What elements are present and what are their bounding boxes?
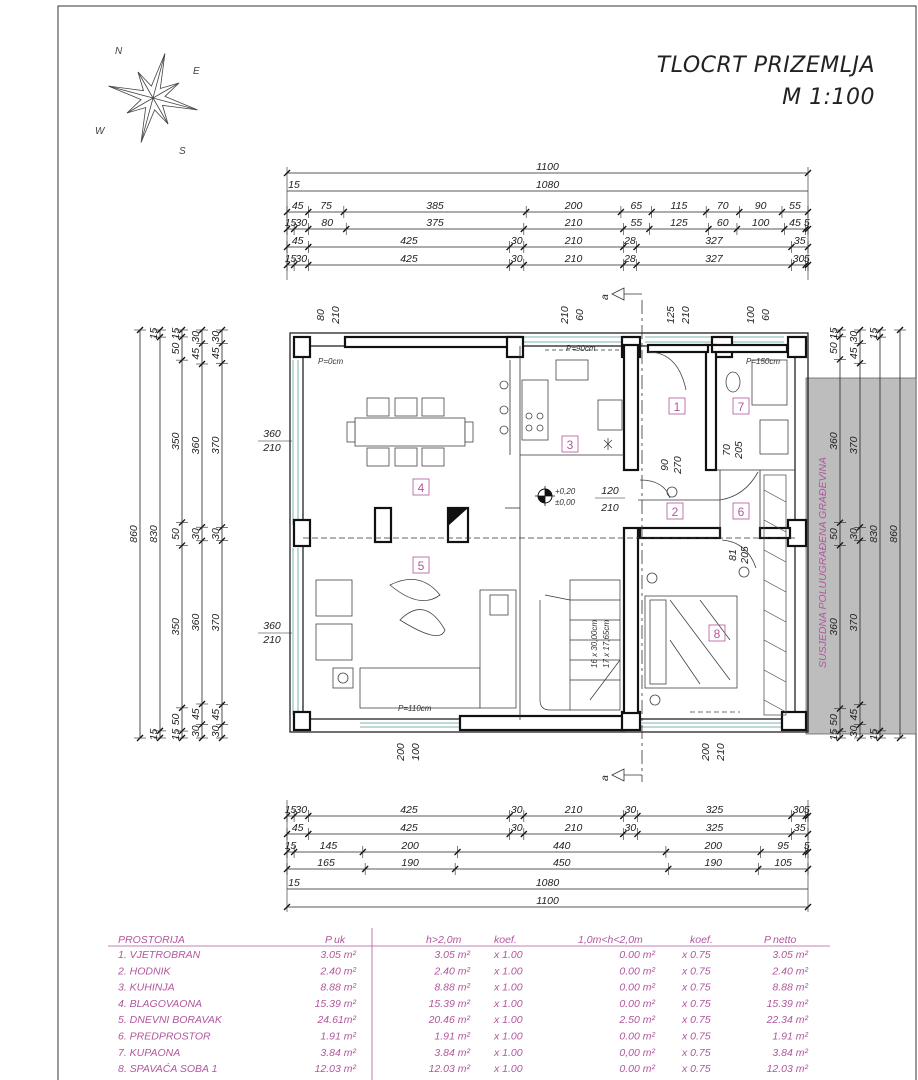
dim-top-row3: 115 [670,200,688,212]
elevation-marker-icon [535,486,555,506]
table-cell-pn: 12.03 m² [766,1063,808,1076]
dim-left-total: 860 [128,525,140,543]
table-head-pn-sub: netto [773,934,797,946]
table-cell-k1: x 1.00 [494,1046,523,1059]
table-cell-pn: 8.88 m² [772,981,808,994]
dim-opening: 125 [665,306,677,324]
dim-bottom-row3: 145 [319,840,338,852]
dim-top-row6: 30 [295,253,308,265]
dim-top-row6: 30 [792,253,805,265]
table-cell-name: 8. SPAVAĆA SOBA 1 [118,1063,218,1076]
level-p150: P=150cm [746,357,781,366]
dim-top-row6: 30 [510,253,523,265]
bathroom-fixtures [726,360,788,454]
dim-right-sub: 830 [868,525,880,543]
dim-left-a: 15 [170,327,182,340]
table-cell-k1: x 1.00 [494,965,523,978]
dim-left-a: 50 [170,528,182,540]
dim-top-row5: 28 [624,235,636,247]
dim-bottom-row2: 35 [793,822,806,834]
table-row [118,1047,808,1059]
dim-top-row5: 327 [705,235,723,247]
dim-bottom-row1: 5 [803,804,810,816]
compass-south: S [179,146,186,157]
table-cell-h2: 0.00 m² [619,1063,655,1076]
room-label-7 [733,398,749,414]
table-cell-h2: 0.00 m² [619,1030,655,1043]
dim-opening: 80 [315,309,327,321]
table-cell-name: 7. KUPAONA [118,1046,181,1059]
dim-bottom-row3: 200 [704,840,723,852]
bed [645,596,740,712]
table-cell-k2: x 0.75 [682,1046,711,1059]
level-p0: P=0cm [318,357,344,366]
table-cell-h2: 0.00 m² [619,965,655,978]
dim-top-row3: 55 [789,200,801,212]
table-cell-h2: 0.00 m² [619,981,655,994]
table-cell-p: 15.39 m² [314,997,356,1010]
table-cell-k1: x 1.00 [494,949,523,961]
dim-right-a: 45 [848,347,860,360]
dim-right-a: 370 [848,613,860,632]
dim-left-d: 370 [210,613,222,632]
dim-opening: 200 [700,743,712,761]
dim-top-row5: 45 [291,235,304,247]
dim-bottom-row2: 30 [510,822,523,834]
dim-top-row4: 210 [564,217,583,229]
dim-top-total: 1100 [536,161,559,173]
dim-top-row4: 80 [321,217,334,229]
dim-opening-left: 210 [263,442,281,454]
table-cell-p: 24.61m² [317,1014,356,1027]
table-head-pn: P [764,934,772,946]
table-cell-h1: 20.46 m² [428,1014,470,1027]
dim-top-row6: 327 [705,253,723,265]
dim-right-c: 15 [828,327,840,340]
dim-right-c: 360 [828,618,840,636]
dim-top-row4: 375 [426,217,444,229]
dim-left-sub: 15 [148,327,160,340]
compass-west: W [95,126,105,137]
dim-bottom-row2: 425 [400,822,418,834]
table-cell-h2: 0.00 m² [619,949,655,961]
dim-bottom-row1: 30 [792,804,805,816]
room-label-3 [562,436,578,452]
dim-top-row4: 100 [751,217,770,229]
dim-right-total: 860 [888,525,900,543]
dim-top-row4: 15 [284,217,297,229]
elev-zero: ±0,00 [555,498,575,507]
dim-left-sub: 830 [148,525,160,543]
dim-bottom-total: 1100 [536,895,559,907]
dim-opening-left: 360 [263,620,281,632]
table-cell-h1: 15.39 m² [428,997,470,1010]
dim-right-c: 15 [828,728,840,741]
dim-opening: 81 [727,549,739,561]
dim-opening-left: 360 [263,428,281,440]
dim-top-row6: 15 [284,253,297,265]
dim-right-sub: 15 [868,728,880,741]
table-row [118,1031,808,1043]
table-cell-name: 3. KUHINJA [118,981,175,994]
dim-right-c: 50 [828,714,840,726]
dim-bottom-row1: 210 [564,804,583,816]
dim-opening: 100 [410,743,422,761]
table-cell-p: 8.88 m² [320,981,356,994]
dim-opening: 210 [330,306,342,324]
table-row [118,949,808,961]
dim-bottom-row2: 325 [705,822,724,834]
dim-opening: 200 [395,743,407,761]
dim-bottom-row3: 5 [803,840,810,852]
compass-rose-icon [95,46,200,157]
table-row [118,998,809,1010]
room-label-1 [669,398,685,414]
dim-right-a: 45 [848,708,860,721]
table-cell-k2: x 0.75 [682,981,711,994]
room-label-5 [413,557,429,573]
table-cell-h2: 0,00 m² [619,1046,655,1059]
room-label-4 [413,479,429,495]
table-cell-h1: 3.05 m² [434,949,470,961]
dim-top-inner: 1080 [535,179,560,191]
dim-bottom-row4: 450 [552,857,571,869]
neighbor-label: SUSJEDNA POLUUGRAĐENA GRAĐEVINA [817,456,829,668]
table-cell-pn: 3.05 m² [772,949,808,961]
plan-title: TLOCRT PRIZEMLJA [656,53,875,78]
dim-left-c: 30 [190,330,202,343]
dim-top-row4: 125 [670,217,688,229]
table-cell-pn: 2.40 m² [772,965,808,978]
dim-left-d: 30 [210,725,222,738]
room-label-2 [667,503,683,519]
dim-left-a: 15 [170,728,182,741]
dim-opening: 205 [739,546,751,564]
table-head-k2: koef. [690,934,713,946]
table-row [117,965,808,977]
room-area-table [108,928,830,1080]
table-cell-h1: 1.91 m² [434,1030,470,1043]
dim-top-row3: 70 [716,200,729,212]
dim-left-a: 50 [170,342,182,355]
dim-top-row3: 385 [426,200,444,212]
dim-top-row6: 210 [564,253,583,265]
dim-left-c: 45 [190,708,202,721]
table-head-p: P [325,934,333,946]
table-cell-h1: 12.03 m² [428,1063,470,1076]
dim-right-a: 30 [848,330,860,343]
dim-top-row5: 35 [793,235,806,247]
table-cell-name: 5. DNEVNI BORAVAK [118,1014,222,1027]
dim-bottom-row1: 325 [705,804,724,816]
dim-left-c: 360 [190,436,202,455]
room-number: 3 [566,438,574,452]
living-furniture [316,579,516,708]
dim-top-row3: 45 [291,200,304,212]
dim-left-c: 45 [190,347,202,360]
dim-top-row5: 210 [564,235,583,247]
room-number: 1 [673,400,681,414]
dim-bottom-row1: 425 [400,804,418,816]
table-head-h2: 1,0m<h<2,0m [578,934,643,946]
dim-top-row3: 75 [320,200,332,212]
dim-right-sub: 15 [868,327,880,340]
table-cell-h1: 2.40 m² [434,965,470,978]
dim-opening: 210 [680,306,692,324]
dim-bottom-row2: 30 [624,822,637,834]
dim-opening: 100 [745,306,757,324]
dim-bottom-row4: 190 [704,857,723,869]
dim-opening: 60 [760,309,772,321]
dim-bottom-row4: 190 [401,857,419,869]
dim-right-c: 50 [828,528,840,540]
dim-left-d: 30 [210,528,222,540]
table-cell-p: 3.84 m² [320,1046,356,1059]
dim-bottom-edge: 15 [288,877,300,889]
table-cell-pn: 1.91 m² [772,1030,808,1043]
table-head-h1: h>2,0m [426,934,462,946]
dim-top-row4: 5 [803,217,810,229]
table-cell-k1: x 1.00 [494,1014,523,1027]
dim-top-row6: 5 [803,253,810,265]
plan-scale: M 1:100 [782,85,875,110]
dim-bottom-row3: 200 [401,840,419,852]
dim-bottom-row1: 15 [284,804,297,816]
table-head-p-sub: uk [334,934,346,946]
dim-door: 120 [601,485,619,497]
table-cell-h1: 8.88 m² [434,981,470,994]
dim-bottom-row3: 95 [777,840,789,852]
elev-plus: +0,20 [555,487,576,496]
dim-bottom-row1: 30 [510,804,523,816]
dining-table [347,398,473,466]
table-row [118,1014,809,1026]
dim-left-c: 30 [190,528,202,540]
floor-plan [290,288,808,782]
dim-left-c: 360 [190,613,202,632]
dim-bottom-row3: 15 [284,840,297,852]
compass-east: E [193,66,200,77]
table-cell-k2: x 0.75 [682,949,711,961]
dim-right-a: 30 [848,528,860,540]
table-cell-name: 1. VJETROBRAN [118,949,201,961]
dim-bottom-row2: 210 [564,822,583,834]
table-cell-p: 12.03 m² [314,1063,356,1076]
section-mark-bottom: a [599,775,611,781]
dim-top-row5: 425 [400,235,418,247]
table-cell-pn: 15.39 m² [766,997,808,1010]
room-number: 4 [417,481,425,495]
dim-opening: 210 [559,306,571,324]
table-cell-name: 6. PREDPROSTOR [118,1030,211,1043]
dim-bottom-row4: 105 [774,857,792,869]
dim-right-c: 50 [828,342,840,354]
table-row [118,982,808,994]
compass-north: N [115,46,123,57]
table-cell-name: 2. HODNIK [118,965,171,978]
dim-opening: 60 [574,309,586,321]
level-p90: P=90cm [566,344,596,353]
dim-opening: 270 [672,456,684,474]
dim-bottom-row1: 30 [295,804,308,816]
dim-opening: 90 [659,459,671,471]
level-p110: P=110cm [398,704,432,713]
dim-left-d: 45 [210,347,222,360]
table-cell-k2: x 0.75 [682,965,711,978]
table-cell-pn: 3.84 m² [772,1046,808,1059]
table-cell-h2: 0.00 m² [619,997,655,1010]
room-number: 2 [671,505,679,519]
table-row [118,1062,809,1075]
table-cell-k1: x 1.00 [494,997,523,1010]
room-number: 7 [737,400,745,414]
dim-top-row3: 90 [754,200,767,212]
dim-top-row3: 65 [630,200,643,212]
dim-top-edge: 15 [288,179,300,191]
table-cell-k1: x 1.00 [494,981,523,994]
stair-label-1: 16 x 30,00cm [590,619,599,668]
kitchen-fixtures [500,360,622,450]
table-cell-k2: x 0.75 [682,1063,711,1076]
table-cell-k2: x 0.75 [682,1014,711,1027]
dim-left-c: 30 [190,725,202,738]
table-cell-h2: 2.50 m² [619,1014,655,1027]
dim-top-row4: 55 [630,217,643,229]
dim-left-sub: 15 [148,728,160,741]
table-cell-k2: x 0.75 [682,1030,711,1043]
table-cell-p: 1.91 m² [320,1030,356,1043]
room-number: 8 [713,627,721,641]
table-head-room: PROSTORIJA [118,934,185,946]
dim-left-a: 50 [170,713,182,726]
dim-opening: 205 [733,441,745,459]
table-cell-k2: x 0.75 [682,997,711,1010]
dim-right-a: 30 [848,725,860,738]
table-cell-h1: 3.84 m² [434,1046,470,1059]
dim-left-d: 45 [210,708,222,721]
room-number: 5 [417,559,425,573]
table-cell-p: 2.40 m² [320,965,356,978]
dim-opening-left: 210 [263,634,281,646]
dim-bottom-row1: 30 [624,804,637,816]
dim-top-row6: 425 [400,253,418,265]
dim-bottom-row2: 45 [291,822,304,834]
dim-left-a: 350 [170,617,182,636]
section-mark-top: a [599,294,611,300]
dim-left-d: 370 [210,436,222,455]
wardrobe [764,475,786,715]
table-cell-name: 4. BLAGOVAONA [118,997,203,1010]
dim-door: 210 [601,502,619,514]
room-label-6 [733,503,749,519]
dim-top-row4: 30 [295,217,308,229]
dim-opening: 210 [715,743,727,761]
dim-bottom-row4: 165 [317,857,335,869]
dim-bottom-row3: 440 [552,840,571,852]
dim-left-d: 30 [210,330,222,343]
dim-top-row4: 60 [716,217,729,229]
dim-top-row6: 28 [624,253,636,265]
stair-label-2: 17 x 17,65cm [602,619,611,668]
dim-top-row3: 200 [564,200,583,212]
dim-opening: 70 [721,444,733,456]
dim-bottom-inner: 1080 [535,877,560,889]
dim-right-c: 360 [828,432,840,450]
dim-right-a: 370 [848,436,860,455]
table-head-k1: koef. [494,934,517,946]
table-cell-k1: x 1.00 [494,1030,523,1043]
table-cell-pn: 22.34 m² [766,1014,808,1027]
dim-top-row4: 45 [789,217,801,229]
dim-top-row5: 30 [510,235,523,247]
dim-left-a: 350 [170,432,182,451]
table-cell-k1: x 1.00 [494,1063,523,1076]
room-number: 6 [737,505,745,519]
table-cell-p: 3.05 m² [320,949,356,961]
